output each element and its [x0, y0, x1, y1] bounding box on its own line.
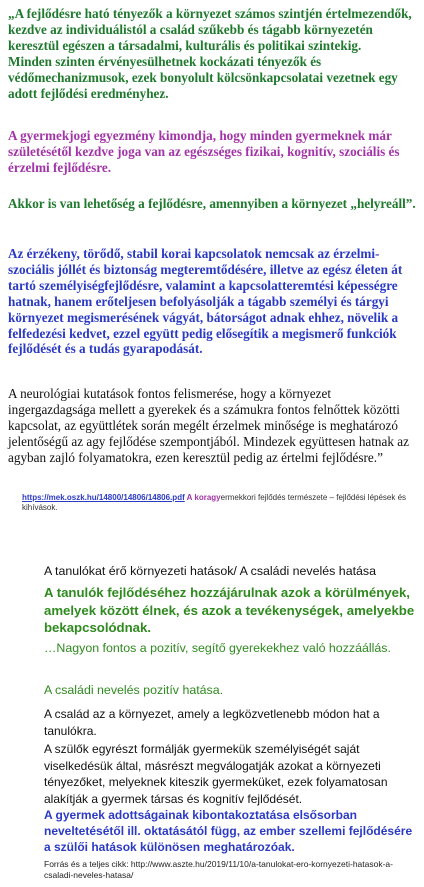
restoration-paragraph: Akkor is van lehetőség a fejlődésre, amennyiben a környezet „helyreáll”.	[8, 196, 416, 211]
early-relationships-paragraph: Az érzékeny, törődő, stabil korai kapcsolatok nemcsak az érzelmi-szociális jóllét és biztonság megteremtődésére, illetve az egész életen át tartó személyiségfejlődésre, valamint a kapcsolatteremtési képességre hatnak, hanem erőteljesen befolyásolják a tágabb személyi és tárgyi környezet megismerésének vágyát, bátorságot adnak ehhez, növelik a felfedezési kedvet, ezzel együtt pedig elősegítik a megismerő funkciók fejlődését és a tudás gyarapodását.	[8, 246, 403, 357]
intro-paragraph: „A fejlődésre ható tényezők a környezet számos szintjén értelmezendők, kezdve az individuálistól a család szűkebb és tágabb környezetén keresztül egészen a társadalmi, kulturális és politikai szintekig. Minden szinten érvényesülhetnek kockázati tényezők és védőmechanizmusok, ezek bonyolult kölcsönkapcsolatai vezetnek egy adott fejlődési eredményhez.	[8, 6, 412, 101]
parents-influence-paragraph: A szülők egyrészt formálják gyermekük személyiségét saját viselkedésük által, másrészt megválogatják azokat a környezeti tényezőket, melyeknek kiteszik gyermeküket, ezek folyamatosan alakítják a gyermek társas és kognitív fejlődését.	[44, 742, 388, 806]
source-title-text: ermekkori fejlődés természete – fejlődési lépések és kihívások.	[22, 493, 407, 512]
students-development-paragraph: A tanulók fejlődéséhez hozzájárulnak azok a körülmények, amelyek között élnek, és azok a tevékenységek, amelyekbe bekapcsolódnak.	[44, 585, 415, 635]
source-link-1[interactable]: https://mek.oszk.hu/14800/14806/14806.pdf	[22, 493, 185, 502]
source-citation-2: Forrás és a teljes cikk: http://www.aszte.hu/2019/11/10/a-tanulokat-ero-kornyezeti-hatasok-a-csaladi-neveles-hatasa/	[44, 859, 393, 880]
neurology-paragraph: A neurológiai kutatások fontos felismerése, hogy a környezet ingergazdagsága mellett a gyerekek és a számukra fontos felnőttek közötti kapcsolat, az együttlétek során megélt érzelmek minősége is meghatározó jelentőségű az agy fejlődése szempontjából. Mindezek együttesen hatnak az agyban zajló folyamatokra, ezen keresztül pedig az értelmi fejlődésre.”	[8, 386, 409, 465]
section2-heading: A tanulókat érő környezeti hatások/ A családi nevelés hatása	[44, 564, 377, 578]
family-environment-paragraph: A család az a környezet, amely a legközvetlenebb módon hat a tanulókra.	[44, 707, 380, 738]
positive-attitude-paragraph: …Nagyon fontos a pozitív, segítő gyerekekhez való hozzáállás.	[44, 641, 391, 655]
family-positive-effect: A családi nevelés pozitív hatása.	[44, 683, 224, 697]
child-abilities-paragraph: A gyermek adottságainak kibontakoztatása elsősorban neveltetésétől ill. oktatásától függ, az ember szellemi fejlődésére a szülői hatások különösen meghatározóak.	[44, 808, 413, 854]
child-rights-paragraph: A gyermekjogi egyezmény kimondja, hogy minden gyermeknek már születésétől kezdve joga van az egészséges fizikai, kognitív, szociális és érzelmi fejlődésre.	[8, 128, 400, 175]
source-title-bold: A koragy	[184, 493, 221, 502]
source-citation-1	[22, 493, 417, 513]
